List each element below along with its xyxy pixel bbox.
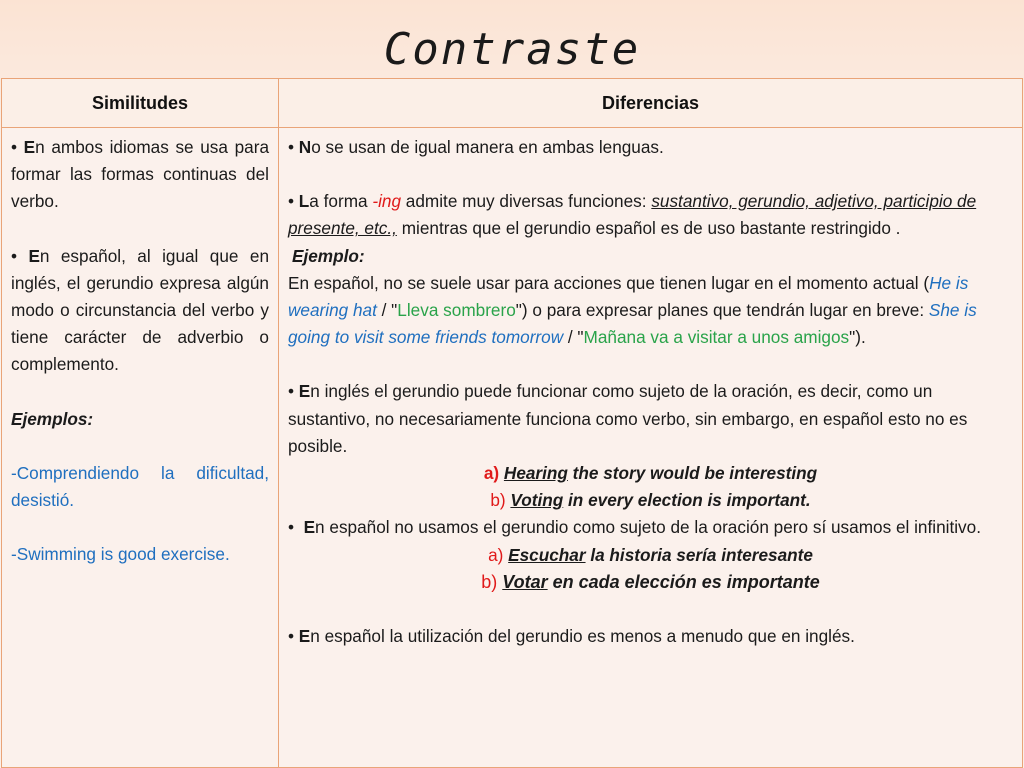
similitudes-cell — [2, 128, 279, 768]
table-header-row — [2, 79, 1023, 128]
diferencia-4: • En español no usamos el gerundio como sujeto de la oración pero sí usamos el infinitivo. — [288, 517, 981, 538]
diferencia-5: • En español la utilización del gerundio es menos a menudo que en inglés. — [288, 626, 855, 647]
ejemplo-label: Ejemplo: — [292, 245, 365, 266]
table-body-row — [2, 128, 1023, 768]
example-english: -Swimming is good exercise. — [11, 544, 230, 565]
contrast-table — [1, 78, 1023, 768]
diferencia-2: • La forma -ing admite muy diversas funciones: sustantivo, gerundio, adjetivo, participio de presente, etc., mientras que el gerundio español es de uso bastante restringido . — [288, 191, 977, 239]
english-example-a: a) Hearing the story would be interesting — [483, 463, 818, 484]
english-example-b: b) Voting in every election is important. — [490, 490, 811, 511]
diferencia-3: • En inglés el gerundio puede funcionar como sujeto de la oración, es decir, como un sustantivo, no necesariamente funciona como verbo, sin embargo, en español esto no es posible. — [288, 381, 968, 456]
similitud-2: • En español, al igual que en inglés, el gerundio expresa algún modo o circunstancia del verbo y tiene carácter de adverbio o complemento. — [11, 245, 269, 375]
ejemplo-text: En español, no se suele usar para acciones que tienen lugar en el momento actual (He is wearing hat / "Lleva sombrero") o para expresar planes que tendrán lugar en breve: She is going to visit some friends tomorrow / "Mañana va a visitar a unos amigos"). — [288, 272, 977, 348]
diferencias-cell — [279, 128, 1023, 768]
spanish-example-b: b) Votar en cada elección es importante — [481, 571, 820, 592]
examples-label: Ejemplos: — [11, 408, 94, 429]
example-spanish: -Comprendiendo la dificultad, desistió. — [11, 462, 269, 511]
header-diferencias: Diferencias — [279, 79, 1023, 128]
spanish-example-a: a) Escuchar la historia sería interesante — [488, 544, 813, 565]
header-similitudes: Similitudes — [2, 79, 279, 128]
diferencia-1: • No se usan de igual manera en ambas lenguas. — [288, 137, 664, 157]
slide-title: Contraste — [383, 24, 641, 75]
similitud-1: • En ambos idiomas se usa para formar las formas continuas del verbo. — [11, 137, 270, 212]
